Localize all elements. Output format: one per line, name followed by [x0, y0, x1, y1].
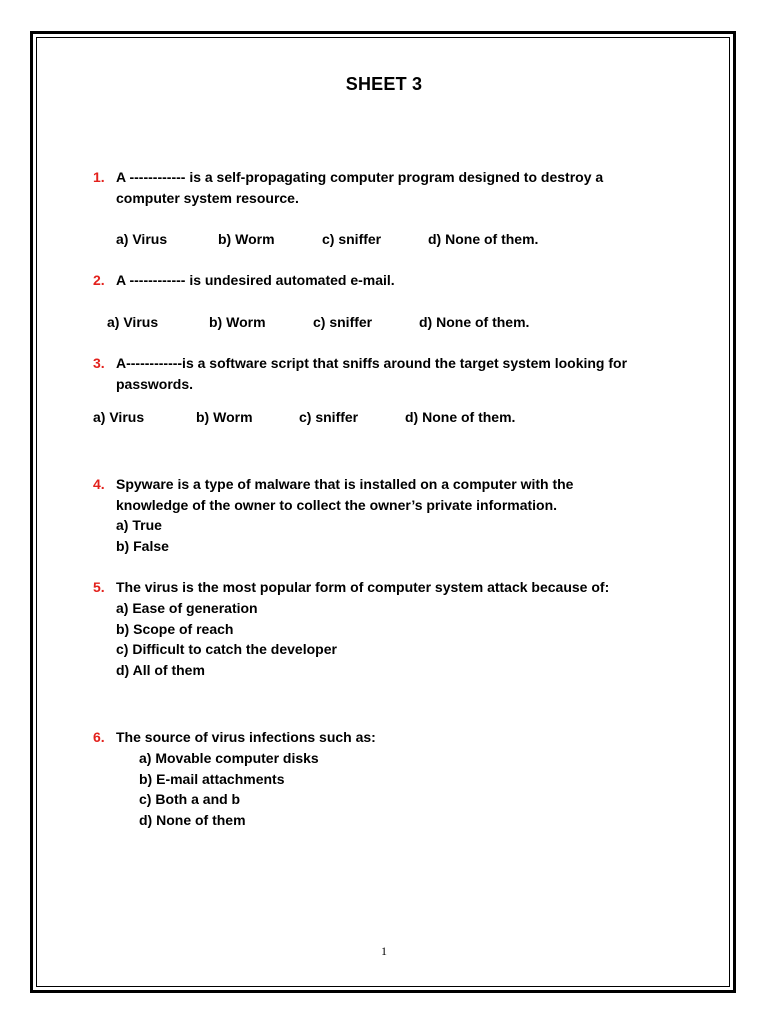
question-number: 2. — [93, 272, 105, 288]
option-a: a) True — [116, 517, 162, 533]
option-a: a) Virus — [93, 409, 145, 425]
page-number: 1 — [381, 944, 387, 958]
option-b: b) False — [116, 538, 169, 554]
option-d: d) All of them — [116, 662, 205, 678]
question-number: 5. — [93, 579, 105, 595]
question-text-line: Spyware is a type of malware that is installed on a computer with the — [116, 476, 574, 492]
question-number: 3. — [93, 355, 105, 371]
question-text-line: A ------------ is a self-propagating computer program designed to destroy a — [116, 169, 604, 185]
option-c: c) sniffer — [322, 231, 382, 247]
option-c: c) Difficult to catch the developer — [116, 641, 337, 657]
question-number: 1. — [93, 169, 105, 185]
question-text-line: A ------------ is undesired automated e-mail. — [116, 272, 395, 288]
option-c: c) sniffer — [313, 314, 373, 330]
question-number: 4. — [93, 476, 105, 492]
question-text-line: knowledge of the owner to collect the owner’s private information. — [116, 497, 558, 513]
option-d: d) None of them — [139, 812, 246, 828]
option-a: a) Ease of generation — [116, 600, 258, 616]
option-b: b) Worm — [209, 314, 266, 330]
option-d: d) None of them. — [419, 314, 530, 330]
question-text-line: passwords. — [116, 376, 194, 392]
option-a: a) Virus — [107, 314, 159, 330]
option-a: a) Virus — [116, 231, 168, 247]
option-d: d) None of them. — [428, 231, 539, 247]
question-text-line: A------------is a software script that sniffs around the target system looking for — [116, 355, 628, 371]
option-d: d) None of them. — [405, 409, 516, 425]
sheet-title: SHEET 3 — [345, 74, 423, 94]
question-number: 6. — [93, 729, 105, 745]
option-c: c) sniffer — [299, 409, 359, 425]
option-a: a) Movable computer disks — [139, 750, 319, 766]
question-text-line: The source of virus infections such as: — [116, 729, 376, 745]
option-b: b) Scope of reach — [116, 621, 234, 637]
option-c: c) Both a and b — [139, 791, 241, 807]
question-text-line: The virus is the most popular form of computer system attack because of: — [116, 579, 610, 595]
option-b: b) Worm — [196, 409, 253, 425]
option-b: b) Worm — [218, 231, 275, 247]
option-b: b) E-mail attachments — [139, 771, 285, 787]
question-text-line: computer system resource. — [116, 190, 299, 206]
